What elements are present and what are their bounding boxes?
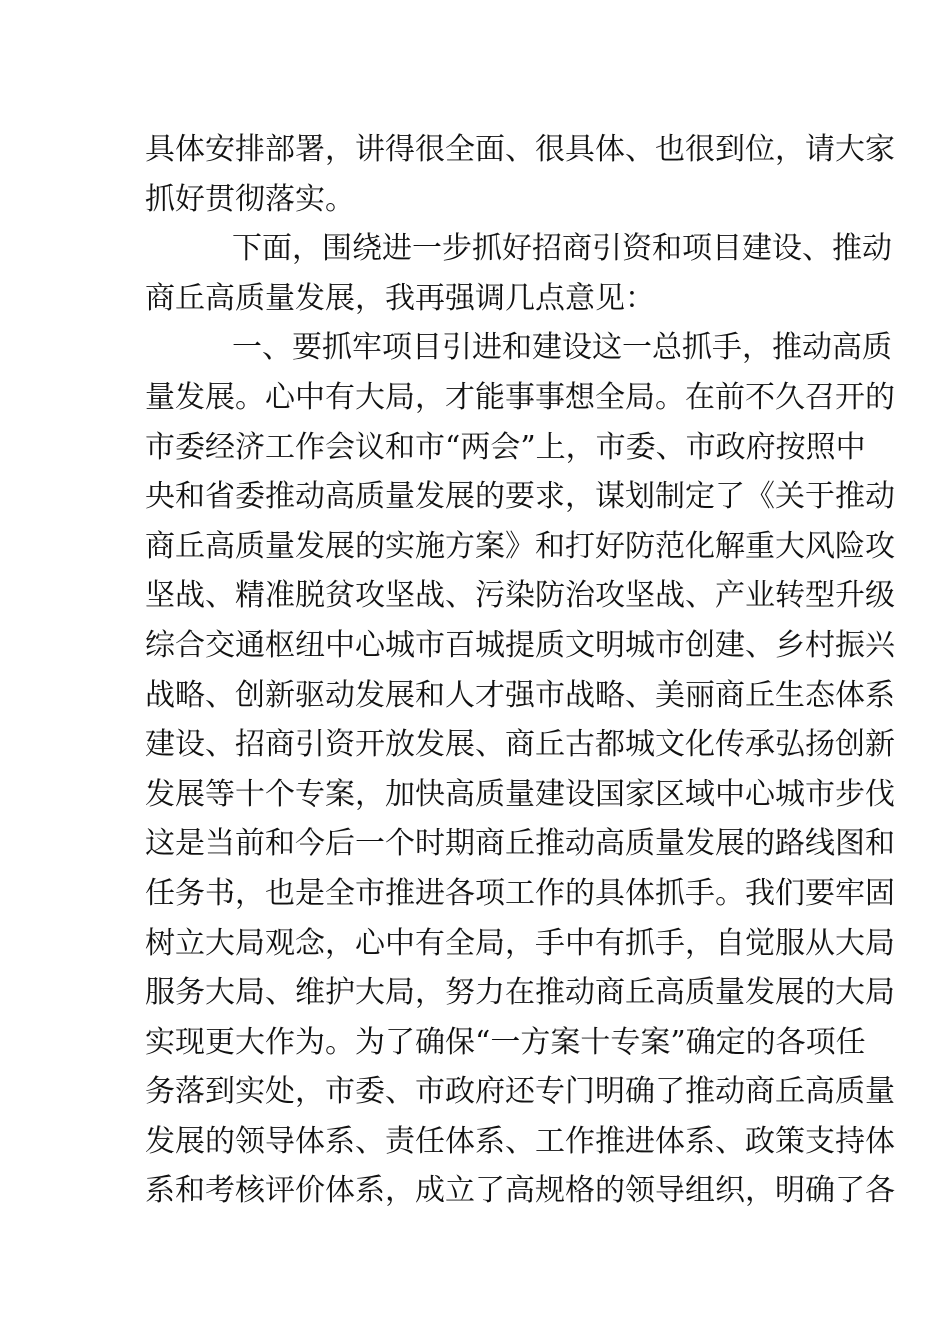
text-line: 务落到实处，市委、市政府还专门明确了推动商丘高质量	[145, 1074, 895, 1110]
text-line: 发展等十个专案，加快高质量建设国家区域中心城市步伐	[145, 776, 895, 812]
text-line: 综合交通枢纽中心城市百城提质文明城市创建、乡村振兴	[145, 627, 895, 663]
body-text	[145, 125, 895, 1216]
text-line: 抓好贯彻落实。	[145, 181, 355, 217]
text-line: 市委经济工作会议和市“两会”上，市委、市政府按照中	[145, 429, 866, 465]
text-line: 战略、创新驱动发展和人才强市战略、美丽商丘生态体系	[145, 677, 895, 713]
text-line: 任务书，也是全市推进各项工作的具体抓手。我们要牢固	[145, 875, 895, 911]
text-line: 实现更大作为。为了确保“一方案十专案”确定的各项任	[145, 1024, 866, 1060]
text-line: 央和省委推动高质量发展的要求，谋划制定了《关于推动	[145, 479, 895, 515]
text-line: 这是当前和今后一个时期商丘推动高质量发展的路线图和	[145, 826, 895, 862]
text-line: 服务大局、维护大局，努力在推动商丘高质量发展的大局	[145, 975, 895, 1011]
text-line: 具体安排部署，讲得很全面、很具体、也很到位，请大家	[145, 132, 895, 167]
text-line: 坚战、精准脱贫攻坚战、污染防治攻坚战、产业转型升级	[145, 578, 895, 614]
text-line: 树立大局观念，心中有全局，手中有抓手，自觉服从大局	[145, 925, 895, 961]
text-line: 发展的领导体系、责任体系、工作推进体系、政策支持体	[145, 1123, 895, 1159]
text-line: 量发展。心中有大局，才能事事想全局。在前不久召开的	[145, 379, 895, 415]
text-line: 建设、招商引资开放发展、商丘古都城文化传承弘扬创新	[145, 727, 895, 763]
text-line: 商丘高质量发展，我再强调几点意见：	[145, 280, 655, 316]
text-line: 商丘高质量发展的实施方案》和打好防范化解重大风险攻	[145, 528, 895, 564]
paragraph-start-line: 一、要抓牢项目引进和建设这一总抓手，推动高质	[232, 330, 892, 366]
paragraph-start-line: 下面，围绕进一步抓好招商引资和项目建设、推动	[232, 231, 892, 267]
text-line: 系和考核评价体系，成立了高规格的领导组织，明确了各	[145, 1173, 895, 1209]
